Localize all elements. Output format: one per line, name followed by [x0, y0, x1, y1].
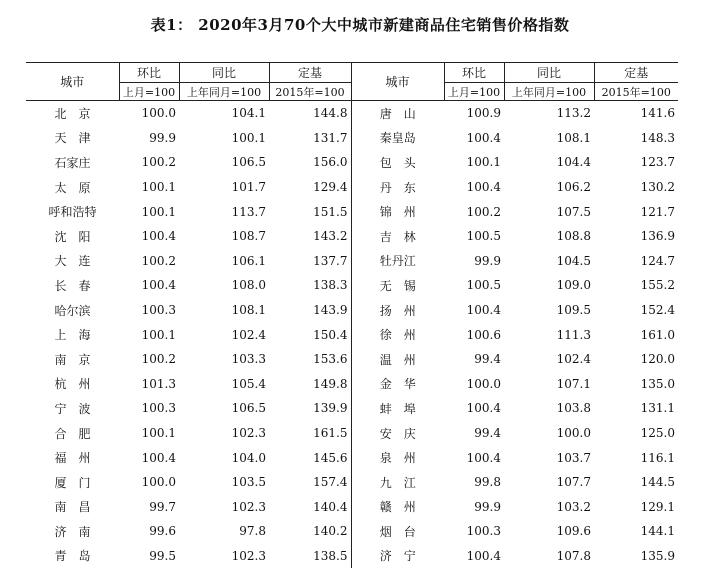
mom-subheader-left: 上月=100	[119, 83, 179, 101]
table-row	[26, 126, 678, 151]
city-cell-left: 长 春	[54, 278, 91, 293]
city-cell-right: 包 头	[379, 155, 416, 170]
yoy-cell-right: 109.6	[556, 524, 591, 539]
city-cell-right: 安 庆	[379, 426, 416, 441]
yoy-cell-right: 107.7	[556, 475, 591, 490]
city-cell-left: 杭 州	[54, 377, 91, 392]
mom-cell-right: 100.2	[466, 204, 501, 219]
city-cell-right: 济 宁	[379, 549, 416, 564]
yoy-cell-left: 113.7	[231, 204, 266, 219]
mom-cell-right: 99.4	[474, 352, 501, 367]
base-cell-left: 138.5	[269, 544, 351, 569]
base-cell-right: 125.0	[640, 426, 675, 441]
yoy-subheader-right: 上年同月=100	[504, 83, 594, 101]
city-cell-right: 无 锡	[379, 278, 416, 293]
mom-cell-right: 100.6	[466, 327, 501, 342]
table-row	[26, 519, 678, 544]
base-cell-right: 120.0	[640, 352, 675, 367]
mom-cell-right: 100.4	[466, 130, 501, 145]
city-cell-left: 沈 阳	[54, 229, 91, 244]
table-row	[26, 101, 678, 126]
yoy-cell-left: 102.3	[231, 426, 266, 441]
yoy-cell-right: 111.3	[556, 327, 591, 342]
table-row	[26, 396, 678, 421]
city-cell-right: 丹 东	[379, 180, 416, 195]
base-subheader-left: 2015年=100	[269, 83, 351, 101]
mom-cell-right: 100.5	[466, 278, 501, 293]
yoy-cell-left: 102.4	[231, 327, 266, 342]
base-cell-left: 151.5	[269, 199, 351, 224]
mom-cell-left: 100.4	[141, 229, 176, 244]
base-cell-right: 144.5	[640, 475, 675, 490]
yoy-cell-right: 109.5	[556, 303, 591, 318]
base-cell-right: 161.0	[640, 327, 675, 342]
yoy-subheader-left: 上年同月=100	[179, 83, 269, 101]
mom-cell-right: 100.4	[466, 303, 501, 318]
base-cell-left: 157.4	[269, 470, 351, 495]
table-row	[26, 175, 678, 200]
city-cell-right: 牡丹江	[379, 254, 416, 269]
mom-cell-left: 100.2	[141, 155, 176, 170]
city-cell-right: 金 华	[379, 377, 416, 392]
base-header-left: 定基	[269, 63, 351, 83]
mom-header-right: 环比	[444, 63, 504, 83]
mom-cell-left: 100.1	[141, 180, 176, 195]
base-cell-left: 129.4	[269, 175, 351, 200]
city-cell-left: 石家庄	[54, 155, 91, 170]
yoy-cell-right: 100.0	[556, 426, 591, 441]
city-cell-right: 九 江	[379, 475, 416, 490]
city-cell-left: 南 昌	[54, 500, 91, 515]
base-cell-right: 121.7	[640, 204, 675, 219]
city-cell-left: 宁 波	[54, 401, 91, 416]
base-subheader-right: 2015年=100	[594, 83, 678, 101]
table-row	[26, 224, 678, 249]
mom-cell-left: 100.0	[141, 475, 176, 490]
yoy-cell-right: 103.8	[556, 401, 591, 416]
table-row	[26, 372, 678, 397]
table-row	[26, 322, 678, 347]
city-cell-right: 秦皇岛	[379, 131, 416, 146]
mom-cell-right: 100.5	[466, 229, 501, 244]
base-cell-left: 137.7	[269, 249, 351, 274]
city-cell-left: 呼和浩特	[48, 205, 97, 220]
base-cell-left: 139.9	[269, 396, 351, 421]
city-cell-left: 哈尔滨	[54, 303, 91, 318]
mom-cell-left: 99.5	[149, 548, 176, 563]
yoy-cell-right: 107.5	[556, 204, 591, 219]
city-cell-left: 上 海	[54, 328, 91, 343]
mom-cell-left: 100.0	[141, 106, 176, 121]
yoy-cell-right: 106.2	[556, 180, 591, 195]
yoy-cell-right: 107.8	[556, 548, 591, 563]
yoy-cell-left: 108.7	[231, 229, 266, 244]
yoy-cell-right: 107.1	[556, 376, 591, 391]
yoy-header-right: 同比	[504, 63, 594, 83]
mom-cell-right: 100.1	[466, 155, 501, 170]
table-row	[26, 445, 678, 470]
yoy-cell-left: 106.5	[231, 401, 266, 416]
mom-cell-left: 100.1	[141, 204, 176, 219]
price-index-table	[26, 62, 678, 568]
mom-header-left: 环比	[119, 63, 179, 83]
mom-cell-right: 100.4	[466, 401, 501, 416]
city-cell-left: 大 连	[54, 254, 91, 269]
city-cell-left: 济 南	[54, 524, 91, 539]
yoy-cell-left: 105.4	[231, 376, 266, 391]
yoy-cell-right: 104.5	[556, 253, 591, 268]
yoy-cell-left: 102.3	[231, 548, 266, 563]
yoy-cell-right: 103.2	[556, 499, 591, 514]
base-cell-right: 135.0	[640, 376, 675, 391]
yoy-cell-left: 103.3	[231, 352, 266, 367]
city-cell-right: 唐 山	[379, 106, 416, 121]
yoy-cell-left: 108.0	[231, 278, 266, 293]
base-cell-right: 141.6	[640, 106, 675, 121]
mom-cell-left: 100.1	[141, 327, 176, 342]
base-cell-left: 140.2	[269, 519, 351, 544]
city-cell-left: 南 京	[54, 352, 91, 367]
city-cell-left: 厦 门	[54, 475, 91, 490]
city-cell-right: 赣 州	[379, 500, 416, 515]
base-cell-right: 144.1	[640, 524, 675, 539]
base-cell-left: 143.2	[269, 224, 351, 249]
mom-cell-left: 99.9	[149, 130, 176, 145]
base-cell-right: 124.7	[640, 253, 675, 268]
city-header-left: 城市	[26, 63, 119, 101]
table-row	[26, 249, 678, 274]
base-cell-right: 148.3	[640, 130, 675, 145]
yoy-cell-right: 108.8	[556, 229, 591, 244]
city-cell-right: 泉 州	[379, 451, 416, 466]
city-cell-left: 福 州	[54, 451, 91, 466]
base-cell-right: 116.1	[640, 450, 675, 465]
city-header-right: 城市	[351, 63, 444, 101]
table-title: 表1： 2020年3月70个大中城市新建商品住宅销售价格指数	[150, 16, 570, 34]
yoy-cell-left: 101.7	[231, 180, 266, 195]
mom-cell-left: 101.3	[141, 376, 176, 391]
mom-cell-right: 99.9	[474, 253, 501, 268]
base-cell-left: 138.3	[269, 273, 351, 298]
base-cell-right: 130.2	[640, 180, 675, 195]
base-cell-left: 150.4	[269, 322, 351, 347]
mom-cell-left: 99.6	[149, 524, 176, 539]
yoy-cell-left: 104.0	[231, 450, 266, 465]
city-cell-left: 北 京	[54, 106, 91, 121]
yoy-cell-right: 113.2	[556, 106, 591, 121]
yoy-cell-left: 102.3	[231, 499, 266, 514]
mom-cell-left: 100.2	[141, 253, 176, 268]
yoy-cell-left: 106.5	[231, 155, 266, 170]
table-row	[26, 495, 678, 520]
yoy-cell-left: 97.8	[239, 524, 266, 539]
base-cell-left: 149.8	[269, 372, 351, 397]
yoy-cell-left: 106.1	[231, 253, 266, 268]
base-cell-right: 129.1	[640, 499, 675, 514]
yoy-cell-left: 103.5	[231, 475, 266, 490]
mom-cell-right: 99.9	[474, 499, 501, 514]
city-cell-left: 青 岛	[54, 549, 91, 564]
mom-cell-left: 99.7	[149, 499, 176, 514]
mom-cell-left: 100.3	[141, 401, 176, 416]
yoy-cell-left: 108.1	[231, 303, 266, 318]
base-cell-left: 153.6	[269, 347, 351, 372]
yoy-cell-right: 104.4	[556, 155, 591, 170]
mom-cell-right: 100.3	[466, 524, 501, 539]
yoy-cell-right: 109.0	[556, 278, 591, 293]
city-cell-left: 天 津	[54, 131, 91, 146]
mom-cell-left: 100.1	[141, 426, 176, 441]
base-cell-left: 144.8	[269, 101, 351, 126]
table-row	[26, 470, 678, 495]
mom-cell-right: 99.4	[474, 426, 501, 441]
yoy-cell-right: 103.7	[556, 450, 591, 465]
table-row	[26, 273, 678, 298]
mom-subheader-right: 上月=100	[444, 83, 504, 101]
base-cell-right: 152.4	[640, 303, 675, 318]
yoy-cell-left: 104.1	[231, 106, 266, 121]
table-row	[26, 421, 678, 446]
base-cell-right: 135.9	[640, 548, 675, 563]
city-cell-right: 徐 州	[379, 328, 416, 343]
base-header-right: 定基	[594, 63, 678, 83]
mom-cell-left: 100.3	[141, 303, 176, 318]
table-row	[26, 544, 678, 569]
table-row	[26, 150, 678, 175]
mom-cell-left: 100.2	[141, 352, 176, 367]
base-cell-left: 131.7	[269, 126, 351, 151]
table-row	[26, 199, 678, 224]
base-cell-left: 156.0	[269, 150, 351, 175]
mom-cell-right: 100.4	[466, 548, 501, 563]
mom-cell-right: 100.9	[466, 106, 501, 121]
city-cell-right: 吉 林	[379, 229, 416, 244]
base-cell-right: 131.1	[640, 401, 675, 416]
base-cell-right: 123.7	[640, 155, 675, 170]
yoy-cell-right: 102.4	[556, 352, 591, 367]
yoy-header-left: 同比	[179, 63, 269, 83]
yoy-cell-right: 108.1	[556, 130, 591, 145]
city-cell-right: 温 州	[379, 352, 416, 367]
mom-cell-right: 99.8	[474, 475, 501, 490]
yoy-cell-left: 100.1	[231, 130, 266, 145]
mom-cell-left: 100.4	[141, 450, 176, 465]
city-cell-right: 烟 台	[379, 524, 416, 539]
mom-cell-right: 100.4	[466, 450, 501, 465]
base-cell-left: 143.9	[269, 298, 351, 323]
base-cell-right: 136.9	[640, 229, 675, 244]
base-cell-left: 140.4	[269, 495, 351, 520]
city-cell-right: 蚌 埠	[379, 401, 416, 416]
base-cell-left: 145.6	[269, 445, 351, 470]
table-row	[26, 347, 678, 372]
base-cell-right: 155.2	[640, 278, 675, 293]
city-cell-right: 锦 州	[379, 205, 416, 220]
mom-cell-right: 100.0	[466, 376, 501, 391]
table-body	[26, 101, 678, 569]
city-cell-right: 扬 州	[379, 303, 416, 318]
mom-cell-left: 100.4	[141, 278, 176, 293]
city-cell-left: 合 肥	[54, 426, 91, 441]
base-cell-left: 161.5	[269, 421, 351, 446]
table-row	[26, 298, 678, 323]
mom-cell-right: 100.4	[466, 180, 501, 195]
city-cell-left: 太 原	[54, 180, 91, 195]
